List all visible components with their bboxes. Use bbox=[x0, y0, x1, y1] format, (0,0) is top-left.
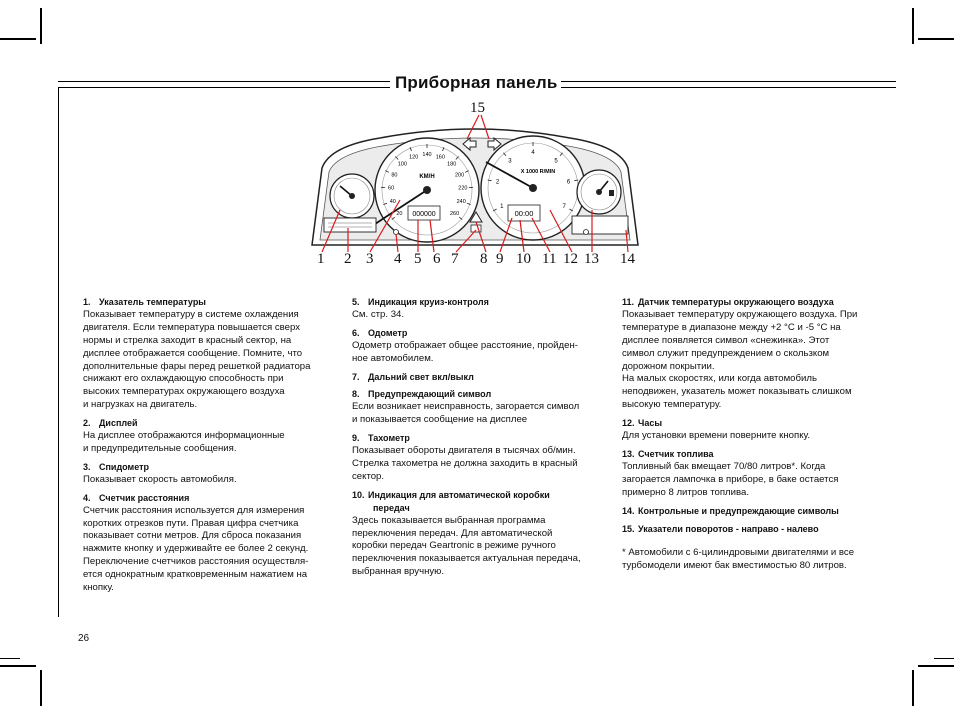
legend-item-title: Тахометр bbox=[368, 433, 410, 444]
legend-item-heading bbox=[83, 492, 333, 505]
gauge-tick-label: 3 bbox=[508, 158, 512, 165]
legend-item-text-line: Топливный бак вмещает 70/80 литров*. Когда bbox=[622, 460, 826, 472]
legend-item-heading bbox=[352, 327, 607, 340]
legend-item-text-line: дисплее отображается сообщение. Помните, что bbox=[83, 347, 303, 359]
left-margin-rule bbox=[58, 87, 59, 617]
callout-9: 9 bbox=[496, 251, 504, 267]
legend-item bbox=[622, 417, 877, 443]
gauge-tick-label: 2 bbox=[495, 179, 500, 186]
legend-item-heading bbox=[352, 432, 607, 445]
legend-item-text-line: высоких температурах окружающего воздуха bbox=[83, 386, 285, 398]
clock-digits: 00:00 bbox=[514, 209, 534, 218]
legend-item-number: 9. bbox=[352, 433, 360, 444]
text-column-2 bbox=[352, 296, 607, 584]
fuel-pump-icon bbox=[609, 190, 614, 196]
legend-item-heading bbox=[622, 417, 877, 430]
gauge-tick-label: 40 bbox=[389, 199, 396, 206]
gauge-tick-label: 240 bbox=[456, 199, 466, 206]
crop-mark bbox=[912, 670, 914, 706]
callout-8: 8 bbox=[480, 251, 488, 267]
callout-1: 1 bbox=[317, 251, 325, 267]
legend-item-heading bbox=[622, 296, 877, 309]
legend-item-text-line: выбранная вручную. bbox=[352, 566, 445, 578]
legend-item bbox=[622, 505, 877, 518]
gauge-tick-label: 7 bbox=[562, 204, 566, 210]
legend-item-text-line: показывает сотни метров. Для сброса показания bbox=[83, 530, 302, 542]
legend-item-number: 2. bbox=[83, 418, 91, 429]
legend-item-text-line: коротких отрезков пути. Правая цифра счетчика bbox=[83, 517, 299, 529]
legend-item-text-line: Стрелка тахометра не должна заходить в красный bbox=[352, 457, 578, 469]
gauge-tick-label: 6 bbox=[566, 179, 571, 186]
legend-item-text-line: дисплее появляется символ «снежинка». Этот bbox=[622, 334, 830, 346]
legend-item-text-line: нормы и стрелка заходит в красный сектор, на bbox=[83, 334, 292, 346]
speedometer-unit-label: KM/H bbox=[419, 174, 435, 180]
legend-item-text-line: На малых скоростях, или когда автомобиль bbox=[622, 373, 817, 385]
odometer-digits: 000000 bbox=[412, 211, 436, 218]
callout-3: 3 bbox=[366, 251, 374, 267]
callout-15: 15 bbox=[470, 100, 485, 116]
legend-item-title: Индикация круиз-контроля bbox=[368, 297, 489, 307]
legend-item-title: Индикация для автоматической коробки bbox=[368, 489, 550, 500]
crop-mark bbox=[912, 8, 914, 44]
legend-item-text-line: температуре в диапазоне между +2 °C и -5 °C на bbox=[622, 321, 841, 333]
legend-item-text-line: и показывается сообщение на дисплее bbox=[352, 414, 528, 426]
page-header bbox=[58, 74, 896, 98]
legend-item-number: 11. bbox=[622, 297, 635, 307]
callout-10: 10 bbox=[516, 251, 531, 267]
legend-item-text-line: * Автомобили с 6-цилиндровыми двигателями и все bbox=[622, 547, 855, 559]
legend-item-text-line: См. стр. 34. bbox=[352, 308, 405, 320]
gauge-tick-label: 80 bbox=[391, 172, 398, 179]
legend-item-text-line: высокую температуру. bbox=[622, 399, 722, 411]
crop-mark bbox=[918, 38, 954, 40]
legend-item-text-line: нажмите кнопку и удерживайте ее более 2 секунд. bbox=[83, 543, 309, 555]
warning-symbols-panel bbox=[572, 216, 628, 234]
trip-reset-button bbox=[394, 230, 399, 235]
legend-item-text-line: переключения показывается актуальная передача, bbox=[352, 553, 581, 565]
crop-mark bbox=[0, 658, 20, 659]
legend-item-text-line: Показывает обороты двигателя в тысячах об/мин. bbox=[352, 445, 576, 457]
legend-item-text-line: Если возникает неисправность, загорается символ bbox=[352, 401, 580, 413]
legend-item-title: Счетчик расстояния bbox=[99, 492, 190, 503]
legend-item-title: Контрольные и предупреждающие символы bbox=[638, 505, 839, 516]
clock-adjust-button bbox=[584, 230, 589, 235]
legend-item-heading bbox=[83, 417, 333, 430]
gauge-tick-label: 140 bbox=[422, 151, 432, 158]
callout-6: 6 bbox=[433, 251, 441, 267]
legend-item-text-line: турбомодели имеют бак вместимостью 80 литров. bbox=[622, 560, 847, 572]
legend-item bbox=[352, 432, 607, 484]
callout-4: 4 bbox=[394, 251, 402, 267]
legend-item-text-line: Здесь показывается выбранная программа bbox=[352, 514, 546, 526]
legend-item-title: Одометр bbox=[368, 327, 408, 338]
legend-item-text-line: сектор. bbox=[352, 470, 385, 482]
legend-item bbox=[83, 417, 333, 456]
gauge-tick-label: 260 bbox=[450, 211, 460, 217]
gauge-tick-label: 5 bbox=[554, 158, 558, 165]
legend-item-text-line: неподвижен, указатель может показывать слишком bbox=[622, 386, 852, 398]
gauge-tick-label: 60 bbox=[388, 185, 395, 192]
legend-item-text-line: На дисплее отображаются информационные bbox=[83, 430, 285, 442]
legend-item-heading bbox=[83, 296, 333, 309]
legend-item-text-line: коробки передач Geartronic в режиме ручного bbox=[352, 540, 556, 552]
legend-item bbox=[352, 296, 607, 322]
gauge-tick-label: 120 bbox=[409, 154, 419, 161]
legend-item-text-line: двигателя. Если температура повышается сверх bbox=[83, 321, 301, 333]
legend-item bbox=[83, 492, 333, 595]
legend-item-heading bbox=[352, 388, 607, 401]
legend-item-title: Предупреждающий символ bbox=[368, 389, 492, 400]
legend-item bbox=[352, 388, 607, 427]
gauge-tick-label: 20 bbox=[396, 211, 403, 217]
legend-item-text-line: переключения передач. Для автоматической bbox=[352, 527, 553, 539]
legend-item-heading bbox=[622, 505, 877, 518]
legend-item-number: 5. bbox=[352, 297, 360, 307]
legend-item-title: Дальний свет вкл/выкл bbox=[368, 371, 474, 382]
legend-item bbox=[83, 461, 333, 487]
crop-mark bbox=[918, 665, 954, 667]
text-column-3 bbox=[622, 296, 877, 578]
legend-item-text-line: Для установки времени поверните кнопку. bbox=[622, 430, 811, 442]
crop-mark bbox=[0, 665, 36, 667]
legend-item-title-cont: передач bbox=[373, 502, 410, 513]
legend-item-text-line: и нагрузках на двигатель. bbox=[83, 399, 198, 411]
legend-item-text-line: ется однократным кратковременным нажатием на bbox=[83, 569, 308, 581]
legend-item-number: 1. bbox=[83, 297, 91, 307]
legend-item-number: 10. bbox=[352, 489, 365, 500]
page-title: Приборная панель bbox=[395, 73, 558, 92]
callout-7: 7 bbox=[451, 251, 459, 267]
text-column-1 bbox=[83, 296, 333, 600]
gauge-tick-label: 220 bbox=[458, 185, 468, 192]
legend-item bbox=[352, 489, 607, 579]
gauge-tick-label: 180 bbox=[447, 161, 457, 168]
callout-12: 12 bbox=[563, 251, 578, 267]
legend-item-text-line: Переключение счетчиков расстояния осуществля- bbox=[83, 556, 309, 568]
gauge-tick-label: 200 bbox=[455, 172, 465, 179]
crop-mark bbox=[40, 8, 42, 44]
legend-item-title: Указатель температуры bbox=[99, 297, 206, 307]
legend-item-text-line: дополнительные фары перед решеткой радиатора bbox=[83, 360, 311, 372]
legend-item-number: 15. bbox=[622, 523, 635, 534]
legend-item-text-line: и предупредительные сообщения. bbox=[83, 442, 237, 454]
legend-item-title: Спидометр bbox=[99, 461, 150, 472]
legend-item-heading bbox=[352, 371, 607, 384]
legend-item-text-line: Одометр отображает общее расстояние, пройден- bbox=[352, 339, 578, 351]
legend-item-heading bbox=[622, 448, 877, 461]
legend-item-heading bbox=[83, 461, 333, 474]
legend-item bbox=[83, 296, 333, 412]
crop-mark bbox=[40, 670, 42, 706]
legend-item-heading bbox=[352, 296, 607, 309]
legend-item bbox=[622, 523, 877, 536]
legend-item-text-line: Счетчик расстояния используется для измерения bbox=[83, 504, 305, 516]
legend-item-text-line: примерно 8 литров топлива. bbox=[622, 486, 750, 498]
legend-item-title: Счетчик топлива bbox=[638, 448, 714, 459]
legend-item bbox=[352, 371, 607, 384]
callout-13: 13 bbox=[584, 251, 599, 267]
callout-5: 5 bbox=[414, 251, 422, 267]
legend-item-text-line: Показывает скорость автомобиля. bbox=[83, 473, 237, 485]
legend-item bbox=[622, 296, 877, 412]
legend-item bbox=[622, 547, 877, 573]
crop-mark bbox=[934, 658, 954, 659]
legend-item-text-line: Показывает температуру в системе охлаждения bbox=[83, 308, 299, 320]
legend-item-title: Датчик температуры окружающего воздуха bbox=[638, 297, 834, 307]
title-rule-right bbox=[561, 81, 896, 88]
legend-item-number: 8. bbox=[352, 389, 360, 400]
gauge-tick-label: 100 bbox=[397, 161, 407, 168]
legend-item-number: 7. bbox=[352, 371, 360, 382]
legend-item-title: Указатели поворотов - направо - налево bbox=[638, 523, 819, 534]
legend-item-number: 6. bbox=[352, 327, 360, 338]
title-rule-left bbox=[58, 81, 390, 88]
legend-item-title: Часы bbox=[638, 418, 663, 429]
gauge-tick-label: 160 bbox=[435, 154, 445, 161]
legend-item-text-line: Показывает температуру окружающего воздуха. При bbox=[622, 308, 858, 320]
legend-item-number: 3. bbox=[83, 461, 91, 472]
legend-item-text-line: дорожном покрытии. bbox=[622, 360, 715, 372]
legend-item-title: Дисплей bbox=[99, 418, 138, 429]
legend-item-heading bbox=[352, 489, 607, 502]
callout-2: 2 bbox=[344, 251, 352, 267]
callout-11: 11 bbox=[542, 251, 557, 267]
legend-item bbox=[622, 448, 877, 500]
tachometer-unit-label: X 1000 R/MIN bbox=[520, 169, 556, 175]
legend-item bbox=[352, 327, 607, 366]
legend-item-number: 4. bbox=[83, 492, 91, 503]
page-number: 26 bbox=[78, 633, 90, 644]
legend-item-number: 14. bbox=[622, 505, 635, 516]
legend-item-text-line: ное автомобилем. bbox=[352, 352, 434, 364]
legend-item-number: 13. bbox=[622, 448, 635, 459]
gauge-tick-label: 4 bbox=[531, 150, 535, 156]
callout-14: 14 bbox=[620, 251, 635, 267]
legend-item-heading bbox=[622, 523, 877, 536]
legend-item-text-line: загорается лампочка в приборе, в баке остается bbox=[622, 473, 839, 485]
gauge-tick-label: 1 bbox=[500, 204, 504, 210]
legend-item-text-line: кнопку. bbox=[83, 582, 114, 594]
legend-item-text-line: снижают его охлаждающую способность при bbox=[83, 373, 284, 385]
crop-mark bbox=[0, 38, 36, 40]
legend-item-text-line: символ служит предупреждением о скользком bbox=[622, 347, 830, 359]
legend-item-number: 12. bbox=[622, 418, 635, 429]
